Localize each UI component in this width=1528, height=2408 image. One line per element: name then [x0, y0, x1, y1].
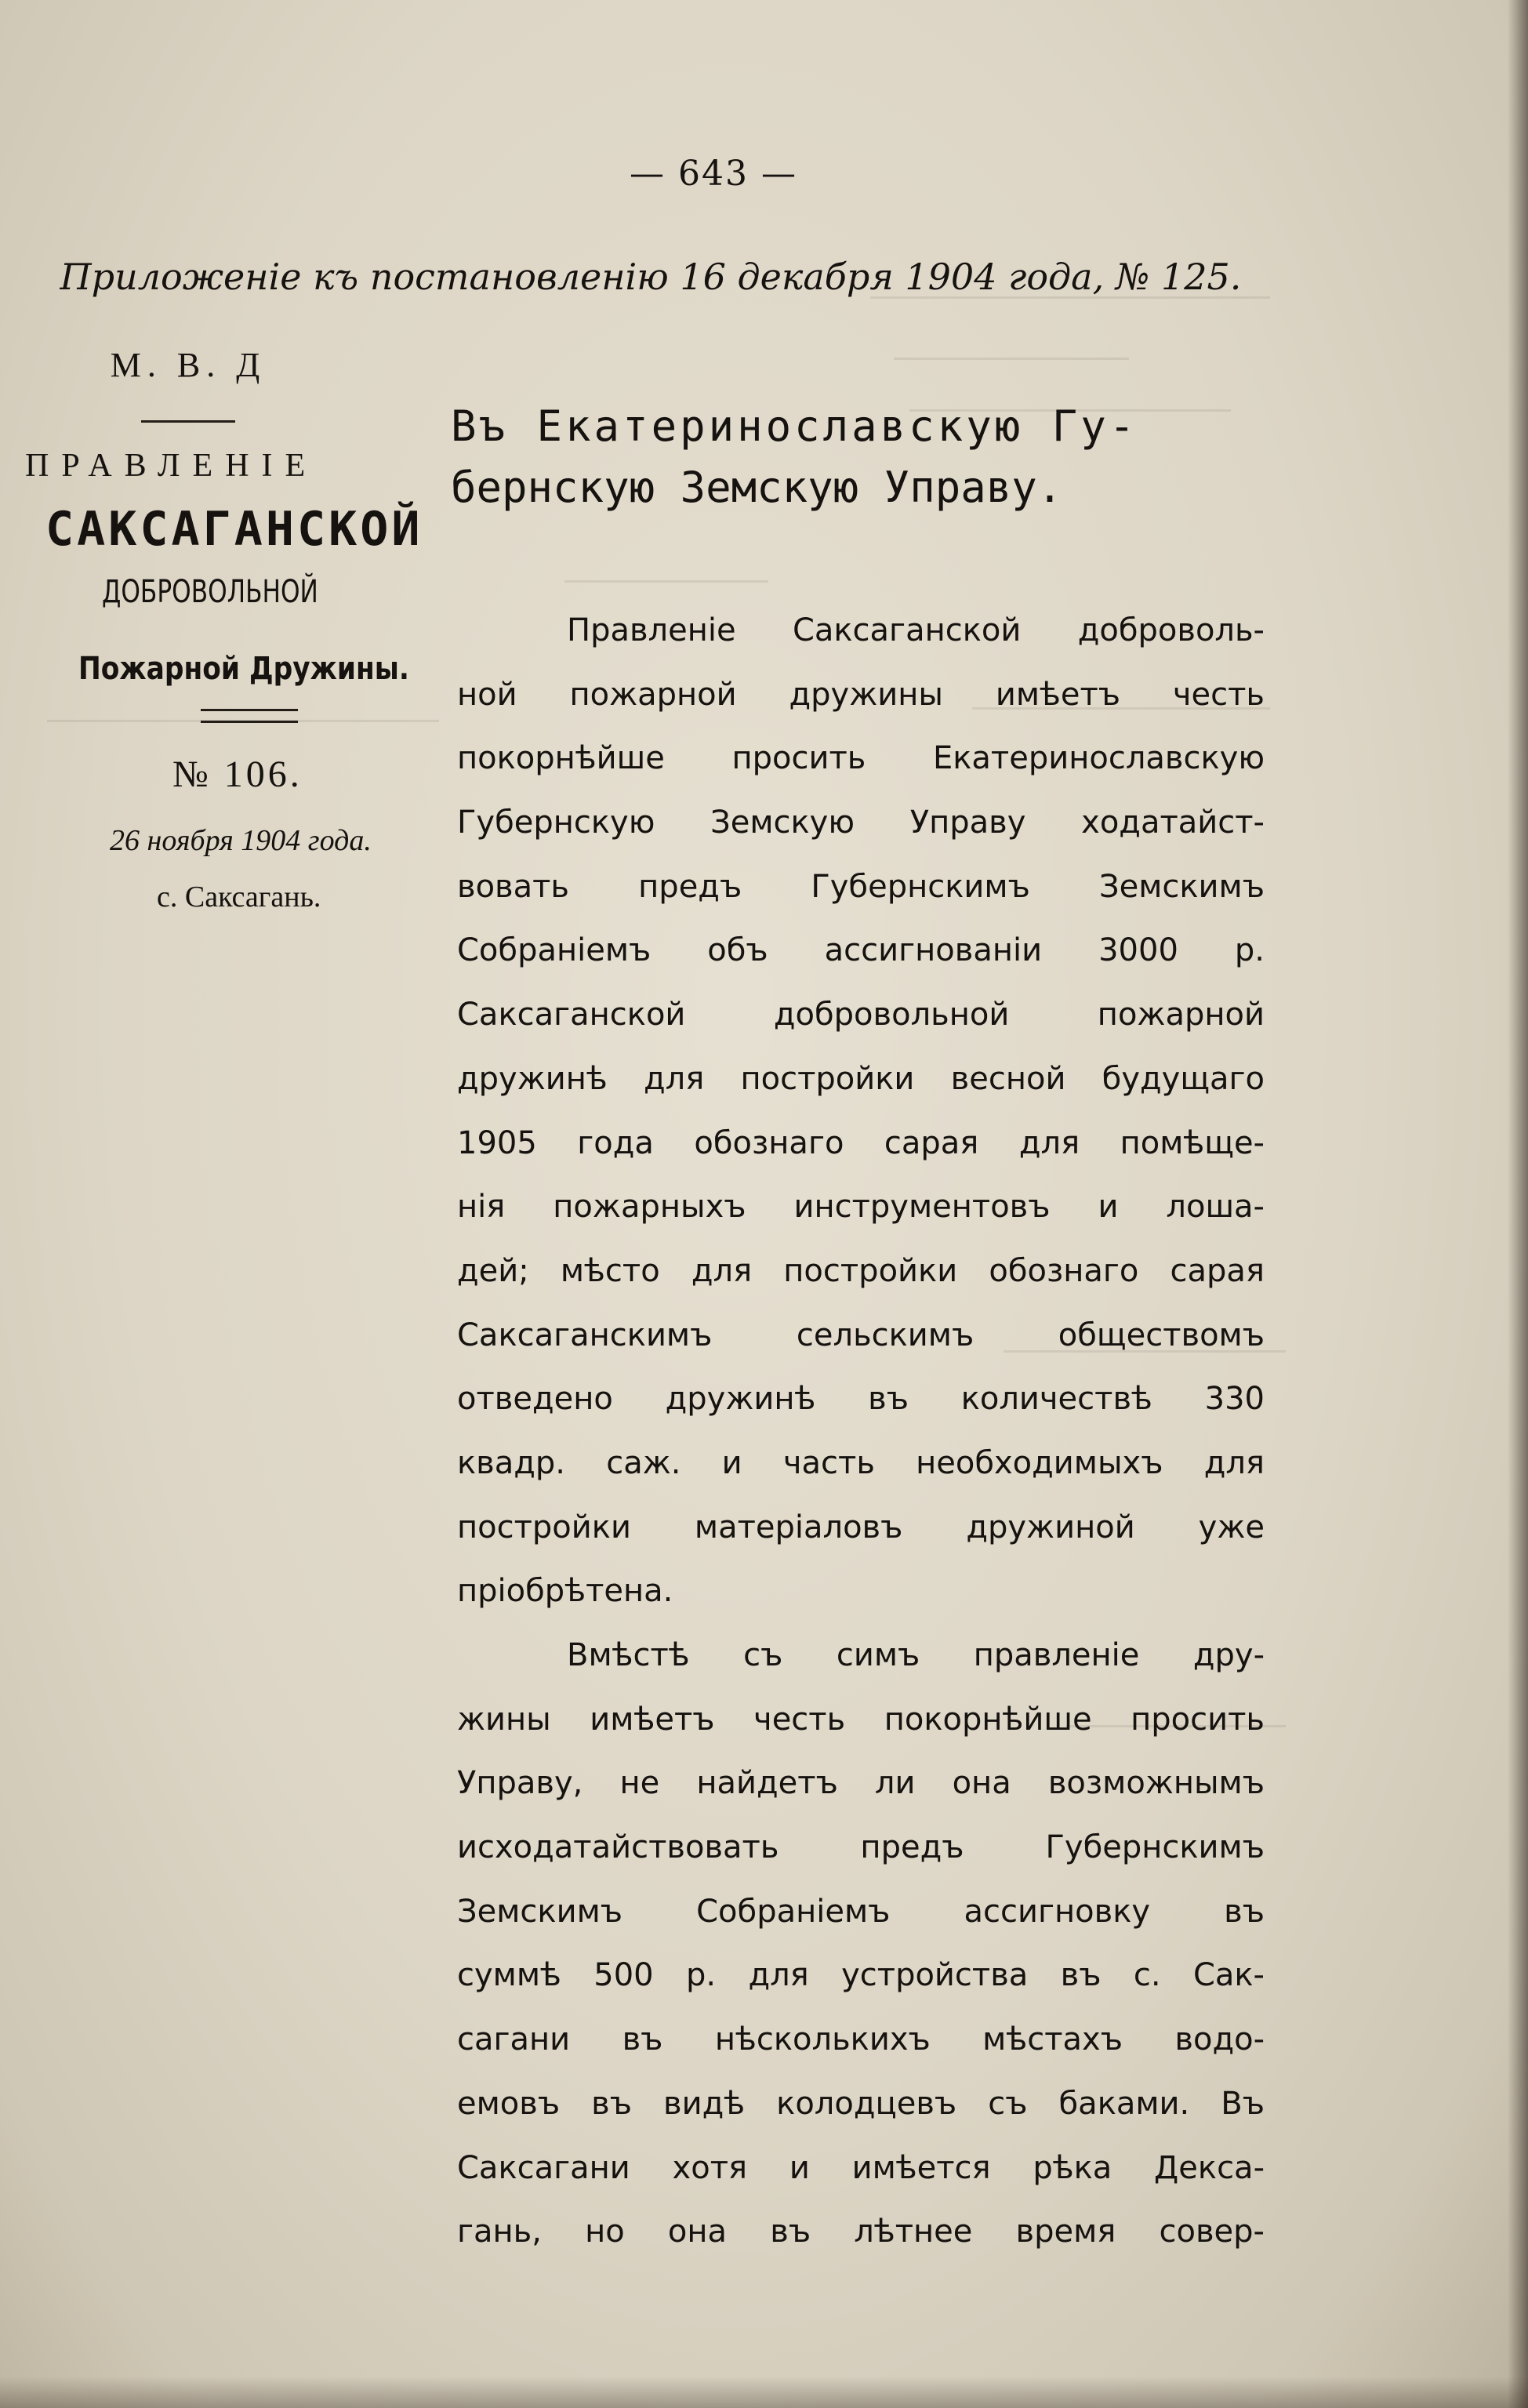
body-line: Земскимъ Собраніемъ ассигновку въ — [457, 1893, 1265, 1930]
bleed-through-line — [564, 580, 768, 583]
bleed-through-line — [894, 358, 1129, 360]
addressee-line: Въ Екатеринославскую Гу- — [451, 401, 1138, 451]
body-line: Саксагани хотя и имѣется рѣка Декса- — [457, 2149, 1265, 2186]
document-date: 26 ноября 1904 года. — [110, 824, 372, 857]
letter-body — [457, 599, 1265, 2265]
voluntary-label: ДОБРОВОЛЬНОЙ — [102, 574, 318, 610]
document-place: с. Саксагань. — [157, 881, 321, 913]
body-line: дей; мѣсто для постройки обознаго сарая — [457, 1252, 1265, 1289]
body-line: Собраніемъ объ ассигнованіи 3000 р. — [457, 932, 1265, 969]
body-line: исходатайствовать предъ Губернскимъ — [457, 1829, 1265, 1866]
body-line: нія пожарныхъ инструментовъ и лоша- — [457, 1189, 1265, 1226]
body-line: жины имѣетъ честь покорнѣйше просить — [457, 1701, 1265, 1738]
body-line: емовъ въ видѣ колодцевъ съ баками. Въ — [457, 2085, 1265, 2122]
body-line: Саксаганскимъ сельскимъ обществомъ — [457, 1317, 1265, 1353]
body-line: Саксаганской добровольной пожарной — [457, 997, 1265, 1033]
divider — [141, 420, 235, 423]
double-divider — [201, 709, 298, 723]
body-line: отведено дружинѣ въ количествѣ 330 — [457, 1381, 1265, 1418]
board-label: ПРАВЛЕНІЕ — [25, 448, 318, 484]
fire-brigade-label: Пожарной Дружины. — [78, 651, 409, 687]
body-line: пріобрѣтена. — [457, 1573, 673, 1610]
body-line: Правленіе Саксаганской доброволь- — [567, 612, 1265, 648]
addressee-line: бернскую Земскую Управу. — [451, 463, 1063, 512]
addressee — [451, 396, 1266, 518]
page-edge-shadow — [0, 2377, 1528, 2408]
body-line: квадр. саж. и часть необходимыхъ для — [457, 1444, 1265, 1481]
page-number: — 643 — — [630, 154, 797, 194]
body-line: суммѣ 500 р. для устройства въ с. Сак- — [457, 1957, 1265, 1994]
page-edge-shadow — [1508, 0, 1528, 2408]
body-line: вовать предъ Губернскимъ Земскимъ — [457, 868, 1265, 905]
appendix-title: Приложеніе къ постановленію 16 декабря 1904 года, № 125. — [60, 256, 1242, 298]
letterhead — [25, 0, 470, 1019]
body-line: Вмѣстѣ съ симъ правленіе дру- — [567, 1637, 1265, 1673]
body-line: Управу, не найдетъ ли она возможнымъ — [457, 1765, 1265, 1802]
document-number: № 106. — [172, 754, 303, 795]
body-line: Губернскую Земскую Управу ходатайст- — [457, 804, 1265, 841]
body-line: покорнѣйше просить Екатеринославскую — [457, 740, 1265, 777]
body-line: сагани въ нѣсколькихъ мѣстахъ водо- — [457, 2021, 1265, 2058]
ministry-label: М. В. Д — [110, 346, 267, 384]
body-line: постройки матеріаловъ дружиной уже — [457, 1509, 1265, 1545]
body-line: дружинѣ для постройки весной будущаго — [457, 1060, 1265, 1097]
body-line: 1905 года обознаго сарая для помѣще- — [457, 1124, 1265, 1161]
body-line: гань, но она въ лѣтнее время совер- — [457, 2214, 1265, 2250]
body-line: ной пожарной дружины имѣетъ честь — [457, 676, 1265, 713]
organization-name: САКСАГАНСКОЙ — [45, 502, 423, 557]
